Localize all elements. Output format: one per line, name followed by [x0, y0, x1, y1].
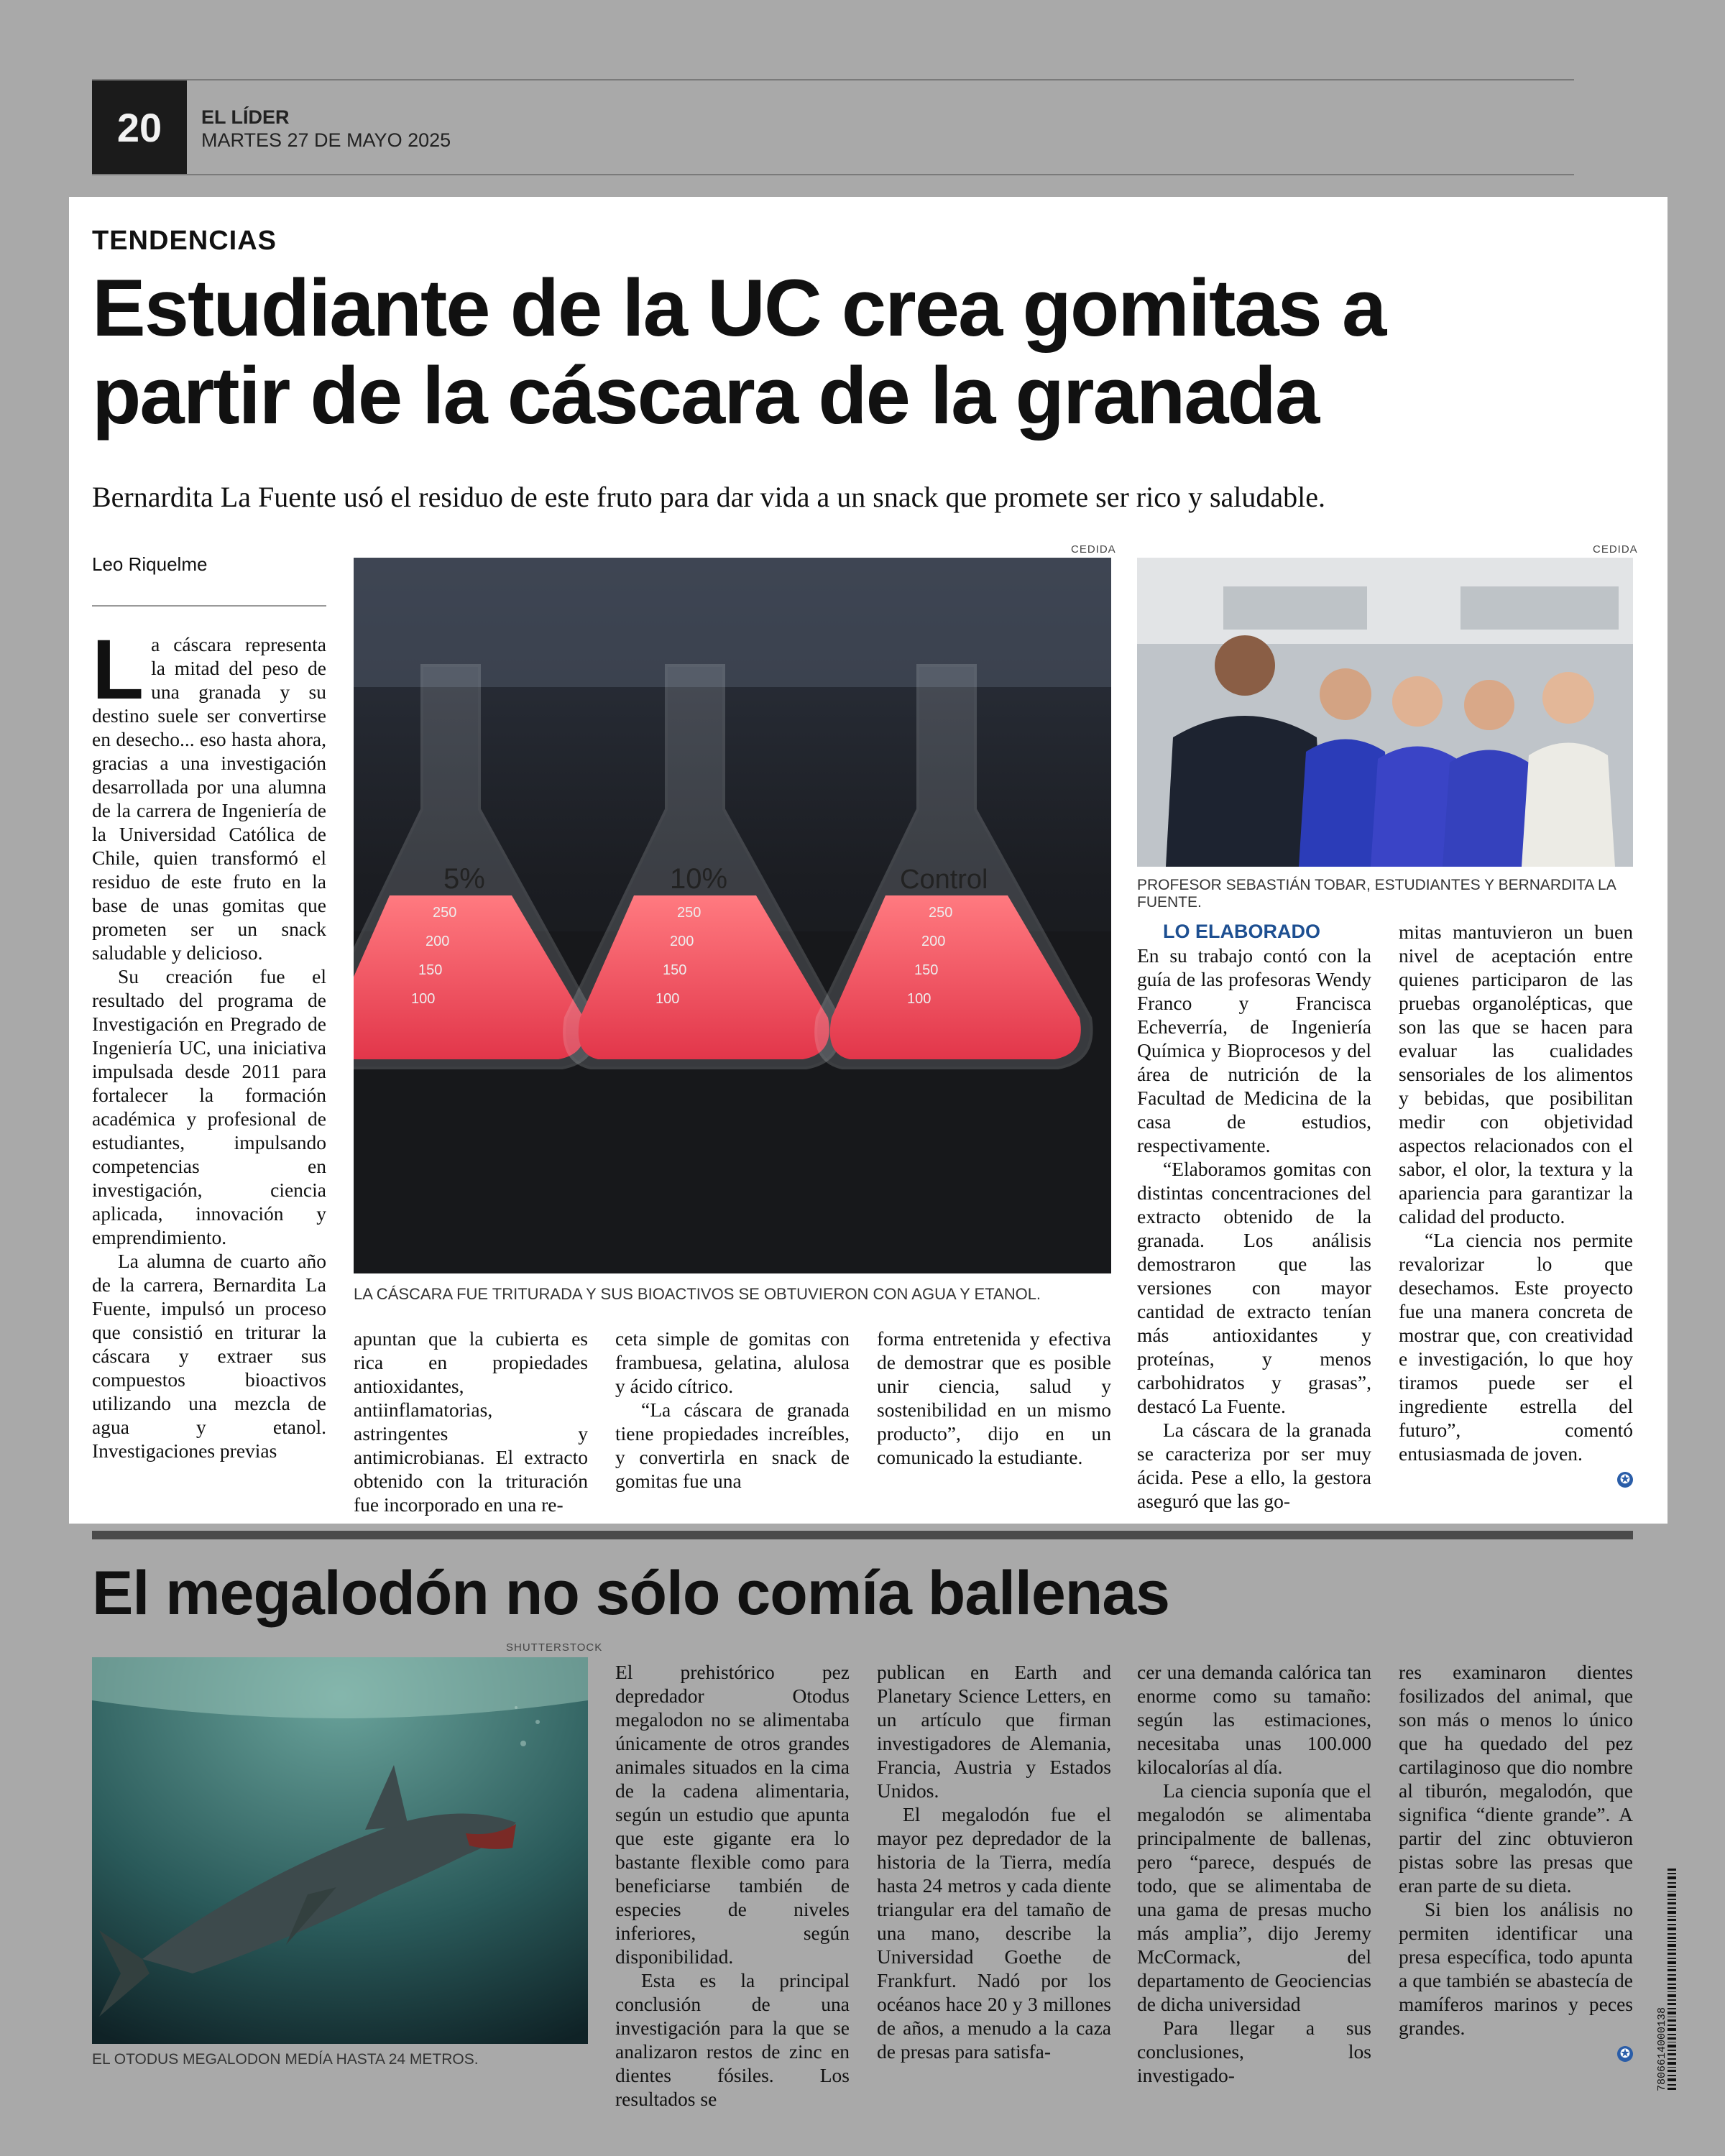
article-column-4: [1399, 1660, 1633, 2063]
paragraph: cer una demanda calórica tan enorme como su tamaño: según las estimaciones, necesitaba unas 100.000 kilocalorías al día.: [1137, 1661, 1371, 1778]
article-column-2: [877, 1660, 1111, 2063]
paragraph: a cáscara representa la mitad del peso de una granada y su destino suele ser convertirse en desecho... eso hasta ahora, gracias a una investigación desarrollada por una alumna de la carrera de Ingeniería de la Universidad Católica de Chile, quien transformó el residuo de este fruto en la base de unas gomitas que prometen ser un snack saludable y delicioso.: [92, 633, 326, 964]
newspaper-name: EL LÍDER: [201, 106, 290, 128]
article-column-4: [877, 1327, 1111, 1469]
paragraph: “Elaboramos gomitas con distintas concentraciones del extracto obtenido de la granada. Los análisis demostraron que las versiones con mayor cantidad de extracto tenían más antioxidantes y proteínas, y menos carbohidratos y grasas”, destacó La Fuente.: [1137, 1158, 1371, 1417]
paragraph: “La cáscara de granada tiene propiedades increíbles, y convertirla en snack de gomitas fue una: [615, 1399, 850, 1492]
group-photo: [1137, 558, 1633, 867]
article-column-2: [354, 1327, 588, 1516]
paragraph: La ciencia suponía que el megalodón se alimentaba principalmente de ballenas, pero “parece, después de todo, que se alimentaba de una gama de presas mucho más amplia”, dijo Jeremy McCormack, del departamento de Geociencias de dicha universidad: [1137, 1779, 1371, 2015]
header-bottom-rule: [92, 174, 1574, 175]
byline-rule: [92, 605, 326, 607]
article-headline: Estudiante de la UC crea gomitas a partir de la cáscara de la granada: [92, 263, 1386, 441]
photo-caption: EL OTODUS MEGALODON MEDÍA HASTA 24 METROS.: [92, 2051, 479, 2068]
svg-text:250: 250: [677, 905, 702, 921]
svg-text:200: 200: [426, 934, 450, 949]
photo-credit: CEDIDA: [1071, 543, 1116, 556]
paragraph: La cáscara de la granada se caracteriza por ser muy ácida. Pese a ello, la gestora aseguró que las go-: [1137, 1419, 1371, 1512]
photo-caption: PROFESOR SEBASTIÁN TOBAR, ESTUDIANTES Y BERNARDITA LA FUENTE.: [1137, 877, 1616, 911]
svg-text:200: 200: [921, 934, 946, 949]
barcode: [1655, 1869, 1676, 2091]
paragraph: Si bien los análisis no permiten identificar una presa específica, todo apunta a que también se abastecía de mamíferos marinos y peces grandes.: [1399, 1898, 1633, 2039]
article-headline: El megalodón no sólo comía ballenas: [92, 1559, 1169, 1628]
flask-label-control: Control: [900, 865, 988, 895]
photo-credit: SHUTTERSTOCK: [506, 1641, 603, 1654]
article-column-1: [615, 1660, 850, 2111]
megalodon-photo: [92, 1657, 588, 2044]
paragraph: “La ciencia nos permite revalorizar lo que desechamos. Este proyecto fue una manera concreta de mostrar que, con creatividad e investigación, lo que hoy tiramos puede ser el ingrediente estrella del futuro”, comentó entusiasmada de joven.: [1399, 1229, 1633, 1465]
paragraph: Esta es la principal conclusión de una investigación para la que se analizaron restos de zinc en dientes fósiles. Los resultados se: [615, 1969, 850, 2110]
header-top-rule: [92, 79, 1574, 80]
issue-date: MARTES 27 DE MAYO 2025: [201, 129, 451, 151]
article-column-1: [92, 622, 326, 1462]
article-column-3: [1137, 1660, 1371, 2087]
flasks-illustration: [354, 558, 1111, 1273]
svg-text:100: 100: [656, 991, 680, 1007]
paragraph: La alumna de cuarto año de la carrera, Bernardita La Fuente, impulsó un proceso que consistió en triturar la cáscara y extraer sus compuestos bioactivos utilizando una mezcla de agua y etanol. Investigaciones previas: [92, 1250, 326, 1462]
photo-caption: LA CÁSCARA FUE TRITURADA Y SUS BIOACTIVOS SE OBTUVIERON CON AGUA Y ETANOL.: [354, 1285, 1041, 1303]
megalodon-illustration: [92, 1657, 588, 2044]
paragraph: El megalodón fue el mayor pez depredador de la historia de la Tierra, medía hasta 24 metros y cada diente triangular era del tamaño de una mano, describe la Universidad Goethe de Frankfurt. Nadó por los océanos hace 20 y 3 millones de años, a menudo a la caza de presas para satisfa-: [877, 1803, 1111, 2063]
svg-text:150: 150: [914, 962, 939, 978]
svg-text:250: 250: [433, 905, 457, 921]
paragraph: forma entretenida y efectiva de demostrar que es posible unir ciencia, salud y sostenibilidad en un mismo producto”, dijo en un comunicado la estudiante.: [877, 1327, 1111, 1468]
svg-text:100: 100: [411, 991, 436, 1007]
barcode-number: 7806614000138: [1656, 2007, 1668, 2091]
article-column-5: [1137, 920, 1371, 1513]
page-number: 20: [92, 80, 187, 174]
paragraph: En su trabajo contó con la guía de las profesoras Wendy Franco y Francisca Echeverría, de Ingeniería Química y Bioprocesos y del área de nutrición de la Facultad de Medicina de la casa de estudios, respectivamente.: [1137, 944, 1371, 1156]
photo-credit: CEDIDA: [1593, 543, 1638, 556]
flask-label-10: 10%: [670, 863, 728, 895]
section-subhead: LO ELABORADO: [1163, 921, 1320, 942]
flasks-photo: [354, 558, 1111, 1273]
svg-text:100: 100: [907, 991, 932, 1007]
paragraph: apuntan que la cubierta es rica en propiedades antioxidantes, antiinflamatorias, astringentes y antimicrobianas. El extracto obtenido con la trituración fue incorporado en una re-: [354, 1327, 588, 1516]
byline: Leo Riquelme: [92, 553, 208, 575]
section-kicker: TENDENCIAS: [92, 226, 277, 256]
drop-cap: L: [92, 622, 144, 717]
group-illustration: [1137, 558, 1633, 867]
section-separator: [92, 1531, 1633, 1539]
end-mark-icon: ✪: [1617, 1472, 1633, 1488]
paragraph: Su creación fue el resultado del programa de Investigación en Pregrado de Ingeniería UC, una iniciativa impulsada desde 2011 para fortalecer la formación académica y profesional de estudiantes, impulsando competencias en investigación, ciencia aplicada, innovación y emprendimiento.: [92, 965, 326, 1248]
article-subhead: Bernardita La Fuente usó el residuo de este fruto para dar vida a un snack que promete ser rico y saludable.: [92, 481, 1326, 513]
paragraph: Para llegar a sus conclusiones, los investigado-: [1137, 2017, 1371, 2086]
svg-text:250: 250: [929, 905, 953, 921]
paragraph: El prehistórico pez depredador Otodus megalodon no se alimentaba únicamente de otros grandes animales situados en la cima de la cadena alimentaria, según un estudio que apunta que este gigante era lo bastante flexible como para beneficiarse también de especies de niveles inferiores, según disponibilidad.: [615, 1661, 850, 1968]
article-column-6: [1399, 920, 1633, 1489]
svg-text:150: 150: [418, 962, 443, 978]
svg-text:200: 200: [670, 934, 694, 949]
paragraph: mitas mantuvieron un buen nivel de aceptación entre quienes participaron de las pruebas organolépticas, que son las que se hacen para evaluar las cualidades sensoriales de los alimentos y bebidas, que posibilitan medir con objetividad aspectos relacionados con el sabor, el olor, la textura y la apariencia para garantizar la calidad del producto.: [1399, 921, 1633, 1227]
paragraph: ceta simple de gomitas con frambuesa, gelatina, alulosa y ácido cítrico.: [615, 1327, 850, 1397]
article-column-3: [615, 1327, 850, 1493]
svg-text:150: 150: [663, 962, 687, 978]
paragraph: res examinaron dientes fosilizados del animal, que son más o menos lo único que ha quedado del pez cartilaginoso que dio nombre al tiburón, megalodón, que significa “diente grande”. A partir del zinc obtuvieron pistas sobre las presas que eran parte de su dieta.: [1399, 1661, 1633, 1897]
end-mark-icon: ✪: [1617, 2046, 1633, 2062]
paragraph: publican en Earth and Planetary Science Letters, en un artículo que firman investigadores de Alemania, Francia, Austria y Estados Unidos.: [877, 1661, 1111, 1802]
flask-label-5: 5%: [443, 863, 485, 895]
